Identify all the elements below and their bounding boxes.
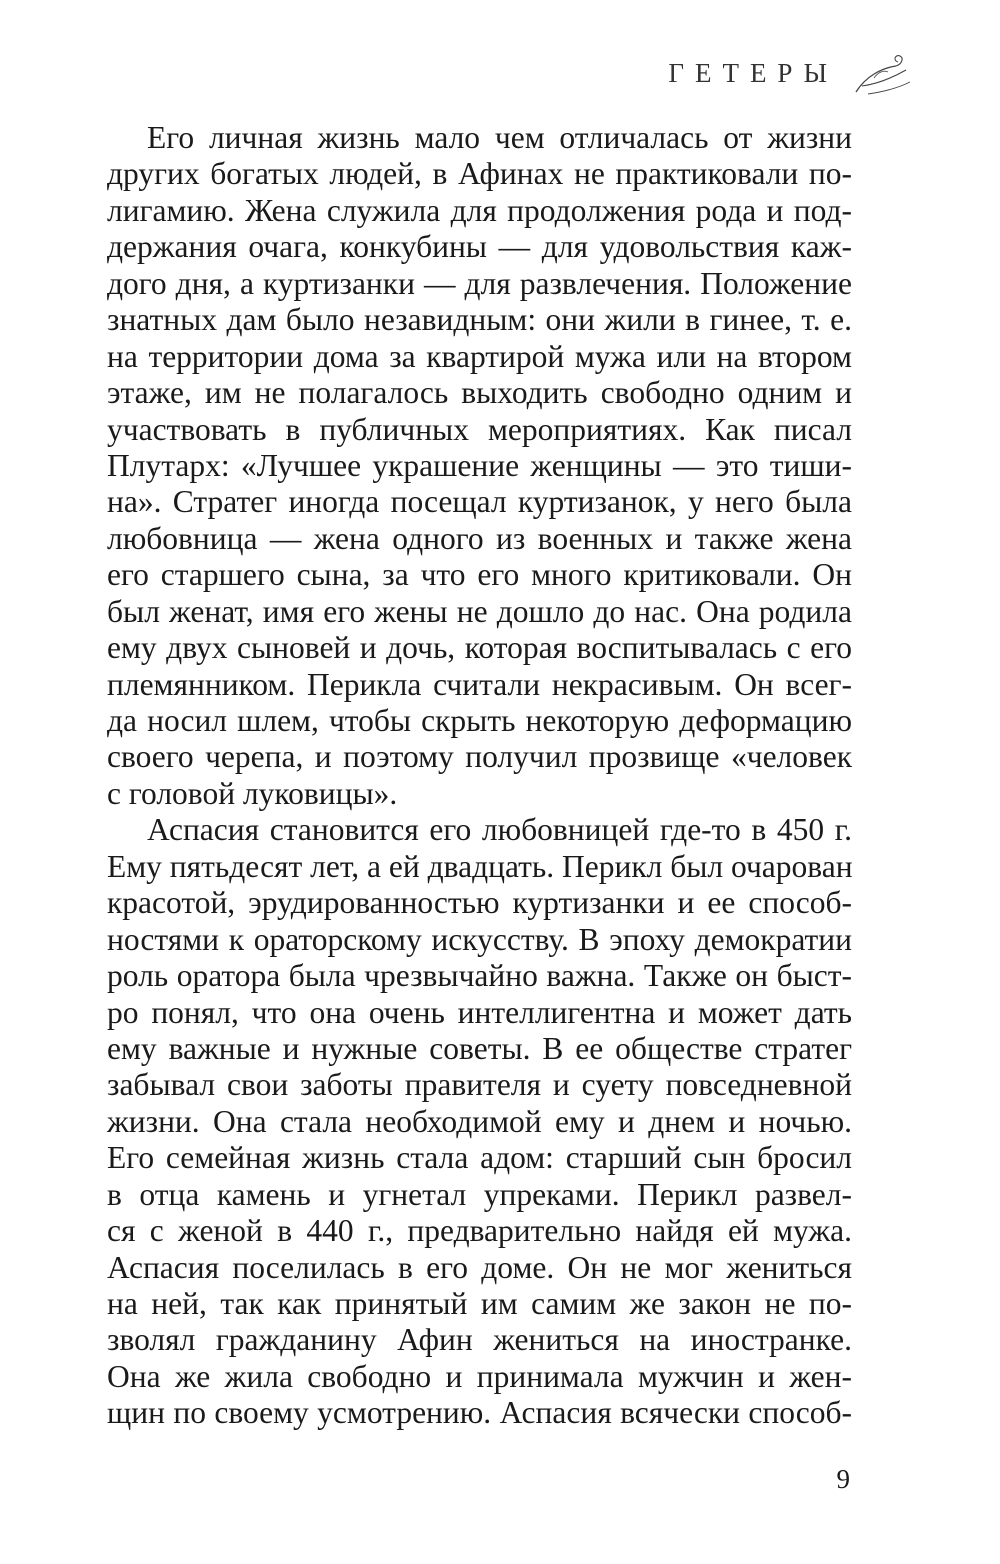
body-text — [107, 120, 852, 1432]
paragraph — [107, 812, 852, 1431]
text-line: Аспасия становится его любовницей где-то в 450 г. — [147, 812, 852, 848]
running-header — [668, 48, 914, 98]
text-line: Аспасия поселилась в его доме. Он не мог жениться — [107, 1249, 852, 1285]
text-line: в отца камень и угнетал упреками. Перикл развел- — [107, 1176, 852, 1212]
page-number: 9 — [836, 1464, 850, 1494]
text-line: на ней, так как принятый им самим же закон не по- — [107, 1286, 852, 1321]
text-line: племянником. Перикла считали некрасивым. Он всег- — [107, 666, 852, 702]
text-line: жизни. Она стала необходимой ему и днем и ночью. — [107, 1103, 852, 1139]
text-line: забывал свои заботы правителя и суету повседневной — [107, 1067, 852, 1103]
text-line: зволял гражданину Афин жениться на иностранке. — [107, 1322, 852, 1358]
text-line: был женат, имя его жены не дошло до нас. Она родила — [107, 593, 852, 629]
text-line: щин по своему усмотрению. Аспасия всячески способ- — [107, 1395, 852, 1431]
text-line: ся с женой в 440 г., предварительно найдя ей мужа. — [107, 1213, 852, 1249]
text-line: ро понял, что она очень интеллигентна и может дать — [107, 994, 852, 1030]
text-line: лигамию. Жена служила для продолжения рода и под- — [107, 192, 852, 228]
text-line: с головой луковицы». — [107, 775, 398, 811]
text-line: роль оратора была чрезвычайно важна. Также он быст- — [107, 958, 852, 994]
text-line: этаже, им не полагалось выходить свободно одним и — [107, 375, 852, 411]
text-line: участвовать в публичных мероприятиях. Как писал — [107, 411, 852, 447]
text-line: ностями к ораторскому искусству. В эпоху демократии — [107, 921, 852, 957]
text-line: Она же жила свободно и принимала мужчин и жен- — [107, 1358, 852, 1394]
text-line: Ему пятьдесят лет, а ей двадцать. Перикл был очарован — [107, 848, 853, 884]
text-line: Плутарх: «Лучшее украшение женщины — это тиши- — [107, 447, 852, 483]
text-line: любовница — жена одного из военных и также жена — [107, 520, 852, 556]
chapter-title: ГЕТЕРЫ — [668, 57, 838, 88]
flourish-ornament-icon — [852, 48, 914, 98]
text-line: его старшего сына, за что его много критиковали. Он — [107, 557, 852, 593]
text-line: держания очага, конкубины — для удовольствия каж- — [107, 229, 852, 265]
text-line: Его личная жизнь мало чем отличалась от жизни — [147, 120, 852, 155]
text-line: красотой, эрудированностью куртизанки и ее способ- — [107, 885, 852, 921]
text-line: да носил шлем, чтобы скрыть некоторую деформацию — [107, 703, 852, 738]
text-line: на». Стратег иногда посещал куртизанок, у него была — [107, 484, 852, 520]
text-line: ему важные и нужные советы. В ее обществе стратег — [107, 1030, 852, 1066]
text-line: ему двух сыновей и дочь, которая воспитывалась с его — [107, 630, 852, 666]
text-line: на территории дома за квартирой мужа или на втором — [107, 338, 852, 374]
text-line: других богатых людей, в Афинах не практиковали по- — [107, 156, 852, 192]
text-line: Его семейная жизнь стала адом: старший сын бросил — [107, 1140, 852, 1176]
text-line: своего черепа, и поэтому получил прозвище «человек — [107, 739, 852, 775]
text-line: знатных дам было незавидным: они жили в гинее, т. е. — [107, 302, 852, 338]
paragraph — [107, 120, 852, 812]
text-line: дого дня, а куртизанки — для развлечения. Положение — [107, 265, 852, 301]
